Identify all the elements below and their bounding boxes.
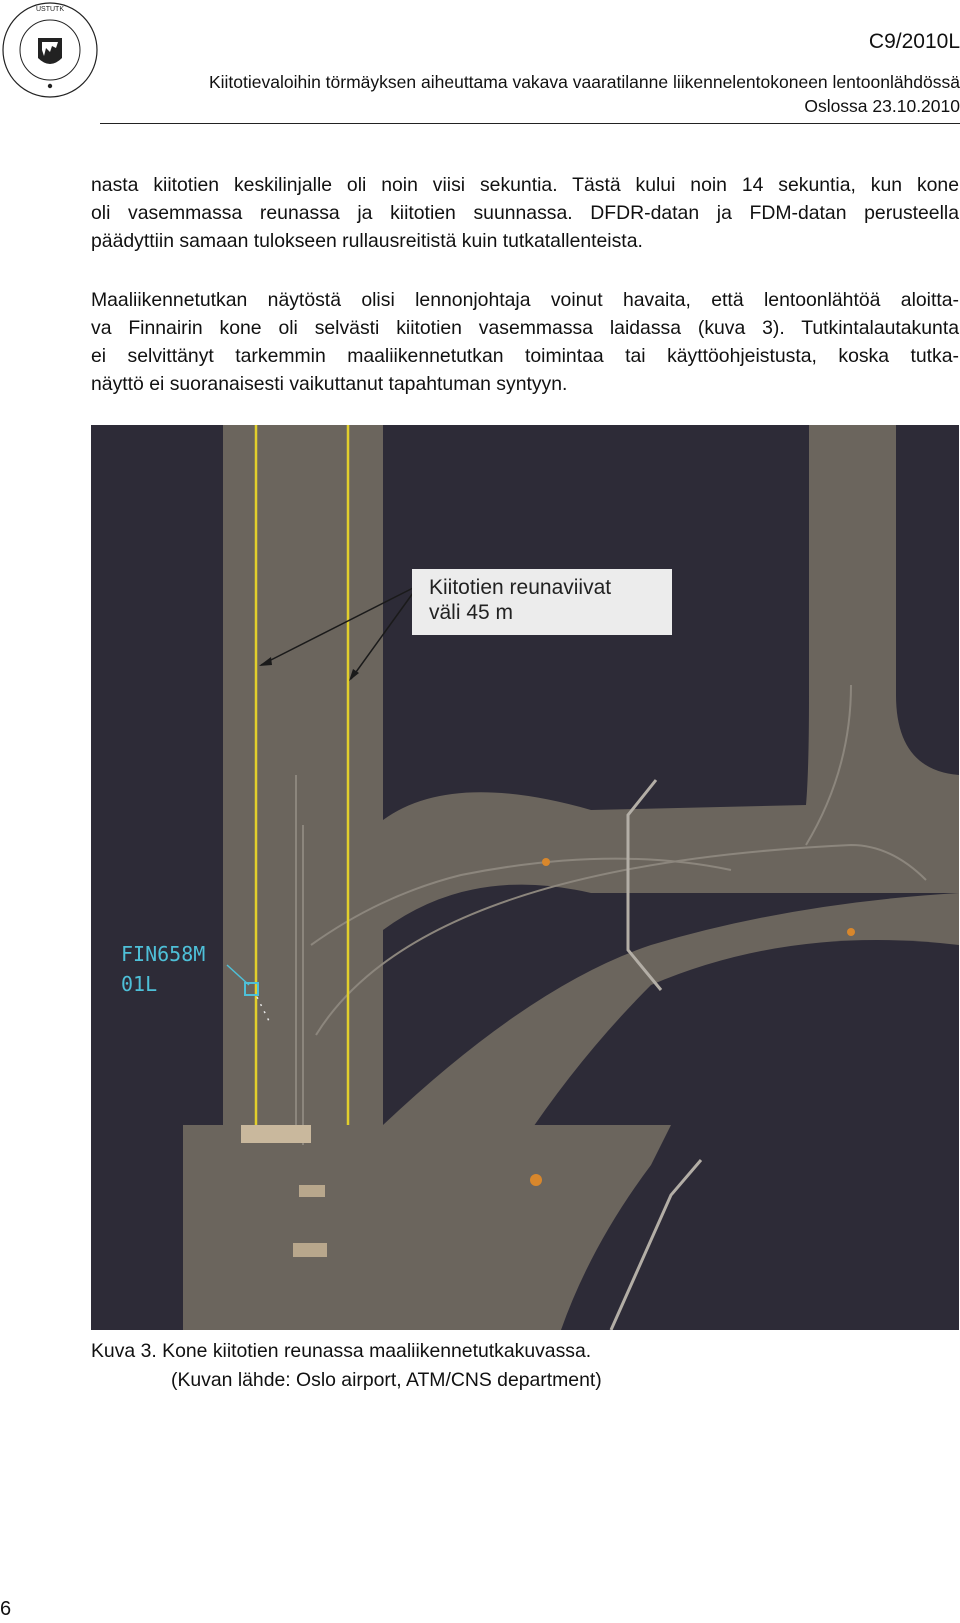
aircraft-runway-label: 01L — [121, 972, 158, 996]
agency-seal-logo — [0, 0, 100, 100]
stand-light — [847, 928, 855, 936]
paragraph-line: Maaliikennetutkan näytöstä olisi lennonjohtaja voinut havaita, että lentoonlähtöä aloitta- — [91, 289, 959, 311]
aircraft-callsign-label: FIN658M — [121, 942, 206, 966]
paragraph-line: oli vasemmassa reunassa ja kiitotien suunnassa. DFDR-datan ja FDM-datan perusteella — [91, 202, 959, 224]
paragraph-line: näyttö ei suoranaisesti vaikuttanut tapahtuman syntyyn. — [91, 373, 568, 395]
caption-source: (Kuvan lähde: Oslo airport, ATM/CNS department) — [171, 1369, 602, 1391]
page-number: 6 — [0, 1598, 12, 1620]
report-code: C9/2010L — [868, 30, 960, 53]
paragraph-line: ei selvittänyt tarkemmin maaliikennetutkan toimintaa tai käyttöohjeistusta, koska tutka- — [91, 345, 959, 367]
paragraph-line: va Finnairin kone oli selvästi kiitotien vasemmassa laidassa (kuva 3). Tutkintalautakunta — [91, 317, 959, 339]
ground-vehicle — [293, 1243, 327, 1257]
paragraph-2 — [91, 286, 959, 398]
paragraph-1 — [91, 171, 959, 255]
figure-caption — [91, 1337, 602, 1395]
stand-light — [542, 858, 550, 866]
annotation-text: Kiitotien reunaviivat — [429, 576, 612, 599]
annotation-text: väli 45 m — [429, 601, 514, 624]
svg-text:USTUTK: USTUTK — [36, 6, 64, 13]
report-title: Kiitotievaloihin törmäyksen aiheuttama vakava vaaratilanne liikennelentokoneen lentoonlähdössä — [208, 72, 960, 92]
paragraph-line: nasta kiitotien keskilinjalle oli noin viisi sekuntia. Tästä kului noin 14 sekuntia, kun kone — [91, 174, 959, 196]
ground-vehicle — [299, 1185, 325, 1197]
report-place-date: Oslossa 23.10.2010 — [804, 96, 960, 116]
ground-vehicle — [241, 1125, 311, 1143]
caption-title: Kuva 3. Kone kiitotien reunassa maaliikennetutkakuvassa. — [91, 1340, 592, 1362]
ground-radar-figure — [91, 425, 959, 1330]
paragraph-line: päädyttiin samaan tulokseen rullausreitistä kuin tutkatallenteista. — [91, 230, 643, 252]
apron-left — [183, 1125, 383, 1330]
header-divider — [100, 123, 960, 124]
stand-light — [530, 1174, 542, 1186]
